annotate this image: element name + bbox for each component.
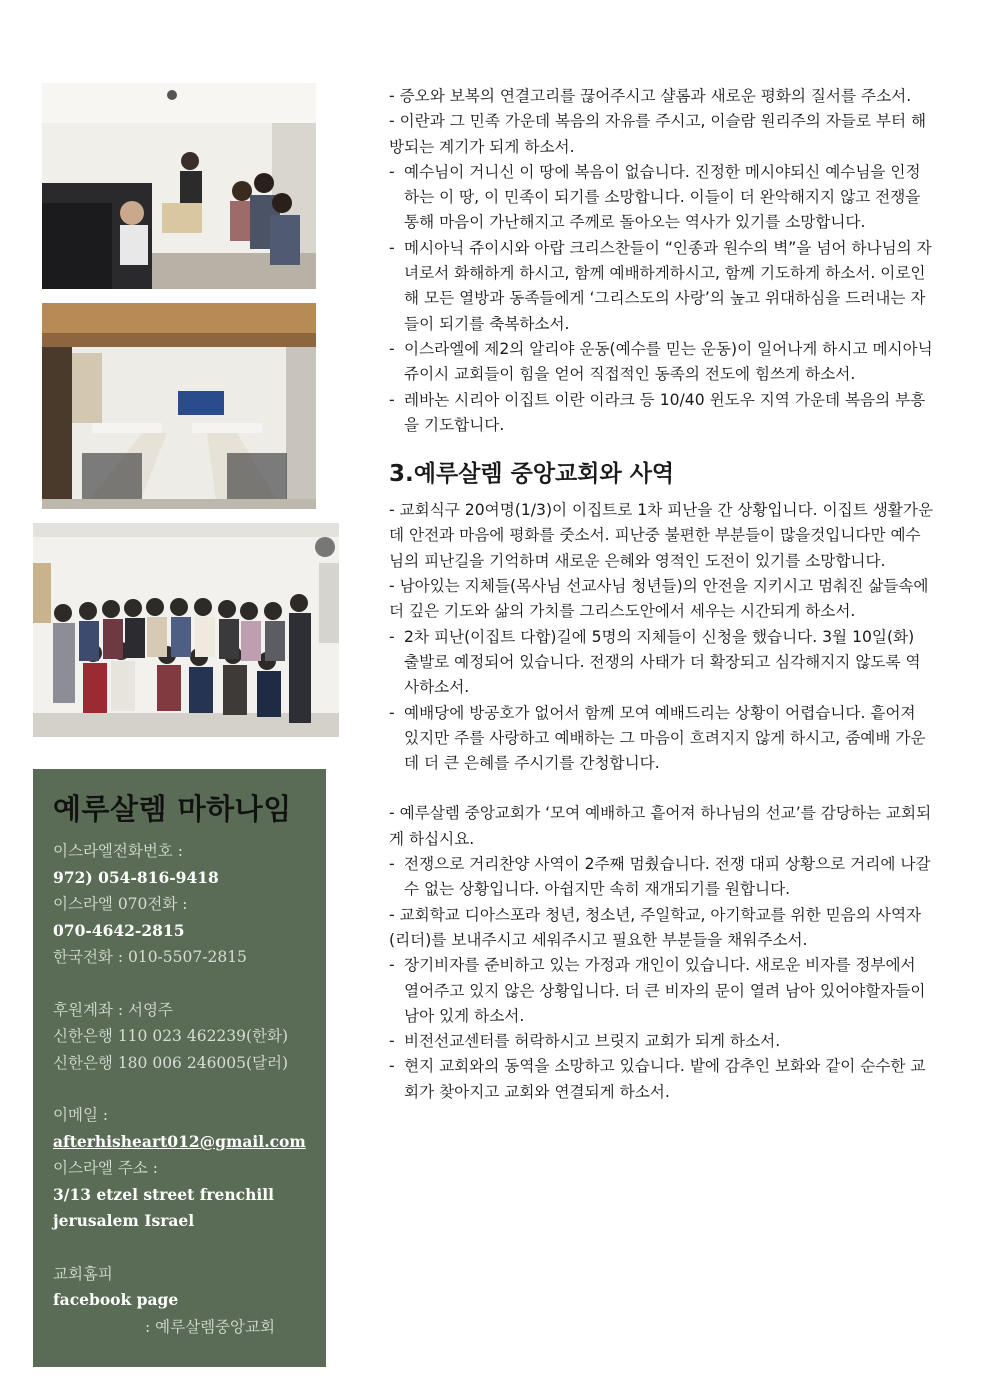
email-link[interactable]: afterhisheart012@gmail.com — [53, 1131, 306, 1151]
photo-meeting-hall — [42, 303, 316, 509]
bullet-dash: - — [389, 238, 395, 257]
korea-phone: 한국전화 : 010-5507-2815 — [53, 948, 247, 966]
address-label: 이스라엘 주소 : — [53, 1159, 158, 1177]
prayer-item — [389, 160, 934, 236]
paragraph-spacer — [389, 776, 934, 801]
prayer-item — [389, 625, 934, 701]
prayer-requests-column — [389, 84, 934, 1105]
prayer-item-text: 2차 피난(이집트 다합)길에 5명의 지체들이 신청을 했습니다. 3월 10일(화) 출발로 예정되어 있습니다. 전쟁의 사태가 더 확장되고 심각해지지 않도록 역사하소서. — [404, 627, 921, 697]
photo-group — [33, 523, 339, 737]
prayer-paragraph: - 남아있는 지체들(목사님 선교사님 청년들)의 안전을 지키시고 멈춰진 삶들속에 더 깊은 기도와 삶의 가치를 그리스도안에서 세우는 시간되게 하소서. — [389, 577, 929, 621]
prayer-item-text: 이스라엘에 제2의 알리야 운동(예수를 믿는 운동)이 일어나게 하시고 메시아닉 쥬이시 교회들이 힘을 얻어 직접적인 동족의 전도에 힘쓰게 하소서. — [404, 339, 933, 384]
prayer-item — [389, 852, 934, 903]
address-line-2: jerusalem Israel — [53, 1211, 195, 1230]
prayer-paragraph: - 교회식구 20여명(1/3)이 이집트로 1차 피난을 간 상황입니다. 이집트 생활가운데 안전과 마음에 평화를 줏소서. 피난중 불편한 부분들이 많을것입니다만 예수님의 피난길을 기억하며 새로운 은혜와 영적인 도전이 있기를 소망합니다. — [389, 501, 934, 570]
bullet-dash: - — [389, 162, 395, 181]
donation-account-label: 후원계좌 : 서영주 — [53, 1000, 173, 1019]
israel-070-phone: 070-4642-2815 — [53, 920, 185, 940]
prayer-item-text: 전쟁으로 거리찬양 사역이 2주째 멈췄습니다. 전쟁 대피 상황으로 거리에 나갈 수 없는 상황입니다. 아쉽지만 속히 재개되기를 원합니다. — [404, 855, 931, 899]
ministry-title: 예루살렘 마하나임 — [53, 792, 292, 826]
prayer-item-text: 예수님이 거니신 이 땅에 복음이 없습니다. 진정한 메시야되신 예수님을 인정하는 이 땅, 이 민족이 되기를 소망합니다. 이들이 더 완악해지지 않고 전쟁을 통해 마음이 가난해지고 주께로 돌아오는 역사가 있기를 소망합니다. — [404, 162, 921, 232]
prayer-item — [389, 236, 934, 337]
bullet-dash: - — [389, 339, 395, 358]
bank-account-krw: 신한은행 110 023 462239(한화) — [53, 1027, 289, 1045]
address-line-1: 3/13 etzel street frenchill — [53, 1184, 275, 1204]
prayer-item — [389, 953, 934, 1029]
prayer-item-text: 현지 교회와의 동역을 소망하고 있습니다. 밭에 감추인 보화와 같이 순수한 교회가 찾아지고 교회와 연결되게 하소서. — [404, 1057, 926, 1101]
prayer-item — [389, 337, 934, 388]
prayer-item-text: 비전선교센터를 허락하시고 브릿지 교회가 되게 하소서. — [404, 1032, 781, 1051]
bullet-dash: - — [389, 1057, 395, 1076]
bullet-dash: - — [389, 390, 395, 409]
prayer-paragraph: - 이란과 그 민족 가운데 복음의 자유를 주시고, 이슬람 원리주의 자들로 부터 해방되는 계기가 되게 하소서. — [389, 112, 927, 156]
prayer-paragraph: - 교회학교 디아스포라 청년, 청소년, 주일학교, 아기학교를 위한 믿음의 사역자(리더)를 보내주시고 세워주시고 필요한 부분들을 채워주소서. — [389, 905, 922, 949]
prayer-item-text: 메시아닉 쥬이시와 아랍 크리스찬들이 “인종과 원수의 벽”을 넘어 하나님의 자녀로서 화해하게 하시고, 함께 예배하게하시고, 함께 기도하게 하소서. 이로인해 모든 열방과 동족들에게 ‘그리스도의 사랑’의 높고 위대하심을 드러내는 자들이 되기를 축복하소서. — [404, 238, 932, 333]
homepage-label: 교회홈피 — [53, 1264, 113, 1283]
prayer-list-top — [389, 84, 934, 438]
prayer-item — [389, 1054, 934, 1105]
facebook-page-link[interactable]: facebook page — [53, 1290, 179, 1309]
israel-phone-label: 이스라엘전화번호 : — [53, 842, 183, 860]
bank-account-usd: 신한은행 180 006 246005(달러) — [53, 1053, 289, 1072]
bullet-dash: - — [389, 627, 395, 646]
prayer-paragraph: - 예루살렘 중앙교회가 ‘모여 예배하고 흩어져 하나님의 선교’를 감당하는 교회되게 하십시요. — [389, 804, 932, 848]
prayer-paragraph: - 증오와 보복의 연결고리를 끊어주시고 샬롬과 새로운 평화의 질서를 주소서. — [389, 87, 912, 105]
facebook-page-name: : 예루살렘중앙교회 — [145, 1317, 275, 1336]
section-3-heading: 3.예루살렘 중앙교회와 사역 — [389, 461, 675, 488]
email-label: 이메일 : — [53, 1106, 109, 1124]
prayer-item-text: 장기비자를 준비하고 있는 가정과 개인이 있습니다. 새로운 비자를 정부에서 열어주고 있지 않은 상황입니다. 더 큰 비자의 문이 열려 남아 있어야할자들이 남아 있게 하소서. — [404, 956, 926, 1025]
prayer-item — [389, 1029, 934, 1054]
bullet-dash: - — [389, 703, 395, 722]
prayer-item — [389, 701, 934, 777]
israel-phone: 972) 054-816-9418 — [53, 867, 219, 887]
prayer-item — [389, 388, 934, 439]
prayer-list-section-3 — [389, 498, 934, 1105]
contact-info-panel — [33, 769, 326, 1367]
israel-070-label: 이스라엘 070전화 : — [53, 895, 188, 913]
prayer-item-text: 레바논 시리아 이집트 이란 이라크 등 10/40 윈도우 지역 가운데 복음의 부흥을 기도합니다. — [404, 390, 926, 434]
photo-fellowship-room — [42, 83, 316, 289]
prayer-item-text: 예배당에 방공호가 없어서 함께 모여 예배드리는 상황이 어렵습니다. 흩어져 있지만 주를 사랑하고 예배하는 그 마음이 흐려지지 않게 하시고, 줌예배 가운데 더 큰 은혜를 주시기를 간청합니다. — [404, 703, 926, 773]
bullet-dash: - — [389, 956, 395, 975]
bullet-dash: - — [389, 855, 395, 874]
bullet-dash: - — [389, 1032, 395, 1051]
